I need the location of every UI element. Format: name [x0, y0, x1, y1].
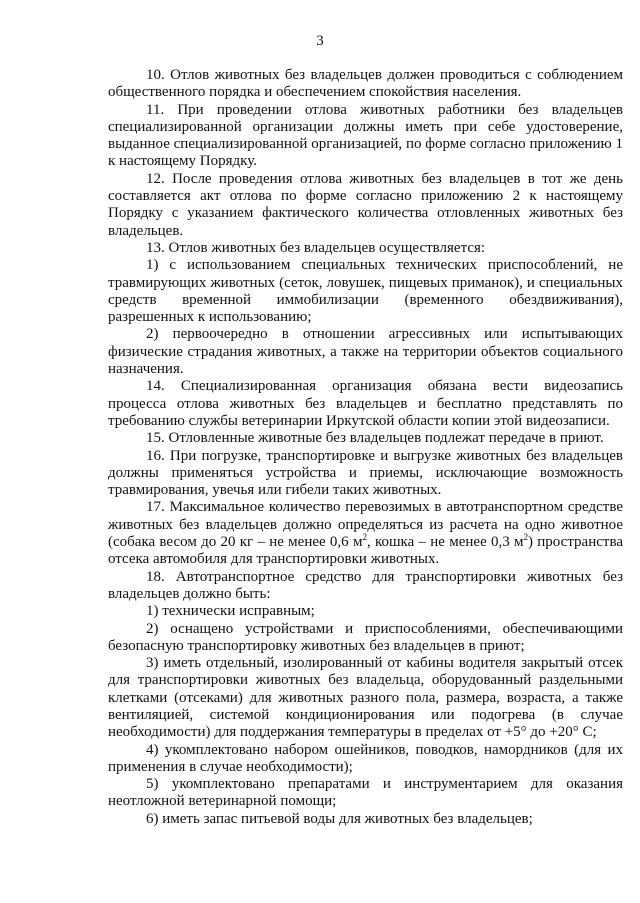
paragraph-18-item-2: 2) оснащено устройствами и приспособлениями, обеспечивающими безопасную транспортировку животных без владельцев в приют; — [108, 620, 623, 654]
paragraph-13-item-2: 2) первоочередно в отношении агрессивных или испытывающих физические страдания животных, а также на территории объектов социального назначения. — [108, 326, 623, 378]
paragraph-18-item-1: 1) технически исправным; — [146, 603, 315, 620]
paragraph-17 — [108, 499, 623, 568]
paragraph-17-part-2: , кошка – не менее 0,3 м — [366, 534, 524, 551]
paragraph-15: 15. Отловленные животные без владельцев подлежат передаче в приют. — [146, 430, 604, 447]
paragraph-17-part-1: 17. Максимальное количество перевозимых в автотранспортном средстве животных без владельцев должно определяться из расчета на одно животное (собака весом до 20 кг – не менее 0,6 м — [108, 499, 623, 551]
paragraph-18-item-4: 4) укомплектовано набором ошейников, поводков, намордников (для их применения в случае необходимости); — [108, 741, 623, 775]
paragraph-18-item-3: 3) иметь отдельный, изолированный от кабины водителя закрытый отсек для транспортировки животных без владельца, оборудованный раздельными клетками (отсеками) для животных разного пола, размера, возраста, а также вентиляцией, системой кондиционирования или подогрева (в случае необходимости) для поддержания температуры в пределах от +5° до +20° С; — [108, 655, 623, 741]
paragraph-12: 12. После проведения отлова животных без владельцев в тот же день составляется акт отлова по форме согласно приложению 2 к настоящему Порядку с указанием фактического количества отловленных животных без владельцев. — [108, 170, 623, 239]
page-number: 3 — [316, 33, 324, 49]
paragraph-14: 14. Специализированная организация обязана вести видеозапись процесса отлова животных без владельцев и бесплатно представлять по требованию службы ветеринарии Иркутской области копии этой видеозаписи. — [108, 378, 623, 429]
paragraph-10: 10. Отлов животных без владельцев должен проводиться с соблюдением общественного порядка и обеспечением спокойствия населения. — [108, 67, 623, 101]
superscript-square-2: 2 — [523, 532, 528, 543]
paragraph-11: 11. При проведении отлова животных работники без владельцев специализированной организации должны иметь при себе удостоверение, выданное специализированной организацией, по форме согласно приложению 1 к настоящему Порядку. — [108, 101, 623, 170]
paragraph-13: 13. Отлов животных без владельцев осуществляется: — [146, 239, 486, 256]
paragraph-13-item-1: 1) с использованием специальных технических приспособлений, не травмирующих животных (сеток, ловушек, пищевых приманок), и специальных средств временной иммобилизации (временного обездвиживания), разрешенных к использованию; — [108, 257, 623, 326]
paragraph-17-part-3: ) пространства отсека автомобиля для транспортировки животных. — [108, 534, 623, 568]
document-body — [108, 67, 623, 828]
paragraph-18-item-5: 5) укомплектовано препаратами и инструментарием для оказания неотложной ветеринарной помощи; — [108, 776, 623, 810]
paragraph-18-item-6: 6) иметь запас питьевой воды для животных без владельцев; — [146, 810, 533, 827]
paragraph-18: 18. Автотранспортное средство для транспортировки животных без владельцев должно быть: — [108, 568, 623, 602]
superscript-square-1: 2 — [362, 532, 367, 543]
paragraph-16: 16. При погрузке, транспортировке и выгрузке животных без владельцев должны применяться устройства и приемы, исключающие возможность травмирования, увечья или гибели таких животных. — [108, 447, 623, 499]
